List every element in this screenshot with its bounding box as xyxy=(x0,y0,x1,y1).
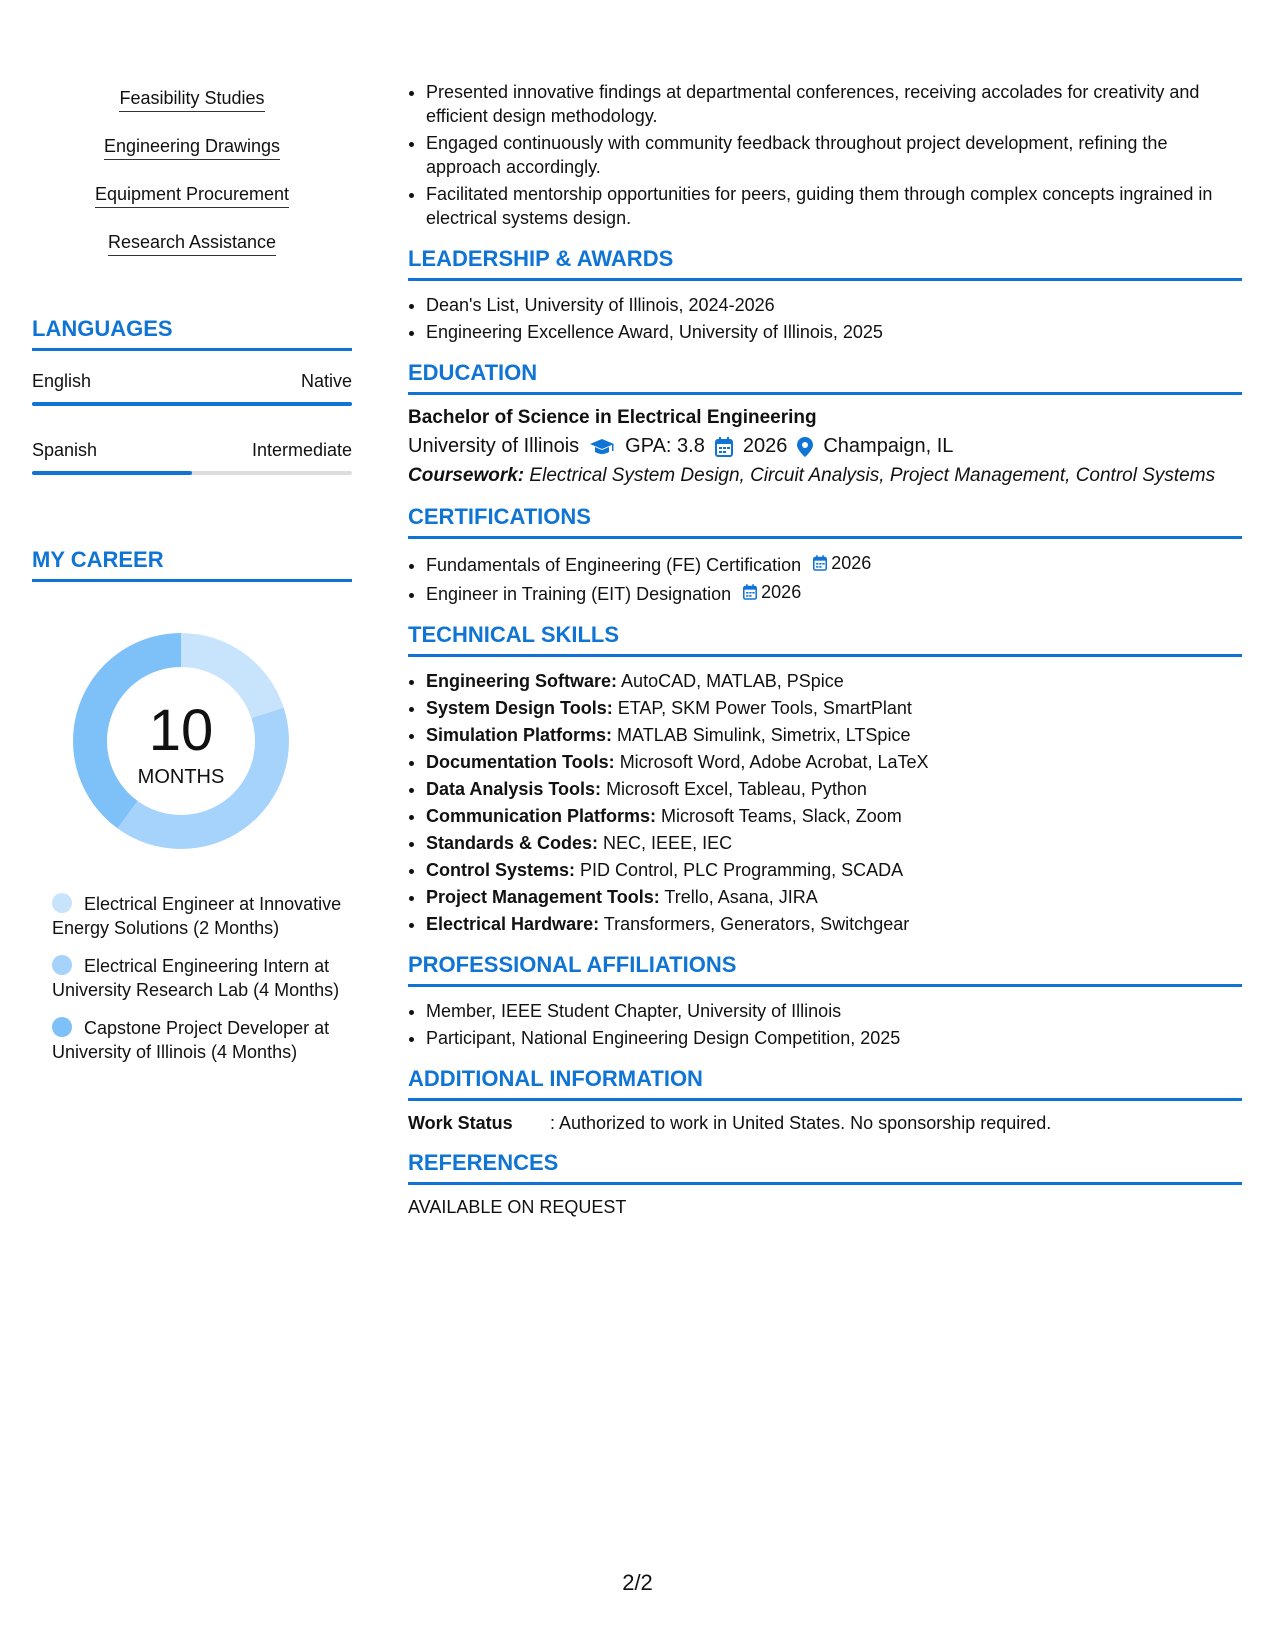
list-item: • Engineering Excellence Award, University of Illinois, 2025 xyxy=(426,320,1242,344)
list-item xyxy=(426,912,1242,936)
references-section xyxy=(408,1150,1242,1218)
skill-label: System Design Tools: xyxy=(426,698,613,718)
language-name: Spanish xyxy=(32,440,98,460)
strength-item: Feasibility Studies xyxy=(119,88,264,112)
section-title: REFERENCES xyxy=(408,1150,1242,1185)
career-title: MY CAREER xyxy=(32,547,352,582)
calendar-icon xyxy=(715,437,733,457)
section-title: EDUCATION xyxy=(408,360,1242,395)
certification-year: 2026 xyxy=(761,582,802,602)
career-item-text: Capstone Project Developer at University of Illinois (4 Months) xyxy=(52,1018,330,1062)
list-item xyxy=(426,580,1242,606)
legend-dot-icon xyxy=(52,955,72,975)
location-pin-icon xyxy=(797,437,813,457)
skill-value: Trello, Asana, JIRA xyxy=(664,887,818,907)
info-value: : Authorized to work in United States. No sponsorship required. xyxy=(550,1113,1052,1133)
affiliations-section xyxy=(408,952,1242,1050)
language-level: Intermediate xyxy=(251,440,352,460)
references-text: AVAILABLE ON REQUEST xyxy=(408,1197,627,1217)
list-item: • Engaged continuously with community feedback throughout project development, refining the approach accordingly. xyxy=(426,131,1242,179)
page-number: 2/2 xyxy=(622,1570,653,1595)
career-item-text: Electrical Engineer at Innovative Energy Solutions (2 Months) xyxy=(52,894,342,938)
list-item xyxy=(426,858,1242,882)
degree-title: Bachelor of Science in Electrical Engineering xyxy=(408,407,817,428)
languages-section xyxy=(32,316,352,475)
list-item xyxy=(426,696,1242,720)
certification-year: 2026 xyxy=(831,553,872,573)
list-item: • Dean's List, University of Illinois, 2024-2026 xyxy=(426,293,1242,317)
additional-section xyxy=(408,1066,1242,1134)
career-item xyxy=(52,892,352,940)
education-meta xyxy=(408,435,1242,458)
skill-label: Simulation Platforms: xyxy=(426,725,613,745)
career-total-value: 10 xyxy=(148,698,214,763)
info-key: Work Status xyxy=(408,1113,513,1133)
section-title: PROFESSIONAL AFFILIATIONS xyxy=(408,952,1242,987)
info-row xyxy=(408,1113,1242,1134)
strength-item: Research Assistance xyxy=(108,232,276,256)
skill-label: Data Analysis Tools: xyxy=(426,779,602,799)
language-level: Native xyxy=(300,371,352,391)
right-column xyxy=(408,80,1242,1218)
language-bar xyxy=(32,471,352,475)
certification-name: Engineer in Training (EIT) Designation xyxy=(426,584,732,604)
skill-value: Microsoft Word, Adobe Acrobat, LaTeX xyxy=(619,752,929,772)
education-section xyxy=(408,360,1242,488)
section-title: CERTIFICATIONS xyxy=(408,504,1242,539)
list-item xyxy=(426,723,1242,747)
experience-bullets xyxy=(408,80,1242,230)
left-column xyxy=(32,80,352,1078)
skill-value: AutoCAD, MATLAB, PSpice xyxy=(621,671,844,691)
skill-value: NEC, IEEE, IEC xyxy=(603,833,733,853)
legend-dot-icon xyxy=(52,893,72,913)
language-row xyxy=(32,440,352,461)
skill-label: Communication Platforms: xyxy=(426,806,657,826)
career-item xyxy=(52,954,352,1002)
graduation-year: 2026 xyxy=(742,435,788,457)
school-name: University of Illinois xyxy=(408,435,580,457)
career-donut xyxy=(66,626,296,856)
list-item: • Presented innovative findings at departmental conferences, receiving accolades for creativity and efficient design methodology. xyxy=(426,80,1242,128)
skill-value: MATLAB Simulink, Simetrix, LTSpice xyxy=(617,725,911,745)
skill-label: Standards & Codes: xyxy=(426,833,599,853)
list-item xyxy=(426,804,1242,828)
skill-value: PID Control, PLC Programming, SCADA xyxy=(580,860,904,880)
list-item xyxy=(426,831,1242,855)
certifications-section xyxy=(408,504,1242,606)
career-total-unit: MONTHS xyxy=(137,766,225,788)
certification-name: Fundamentals of Engineering (FE) Certification xyxy=(426,555,802,575)
coursework-label: Coursework: xyxy=(408,465,525,486)
skill-label: Control Systems: xyxy=(426,860,576,880)
graduation-cap-icon xyxy=(589,438,615,456)
list-item xyxy=(426,777,1242,801)
language-bar-fill xyxy=(32,471,192,475)
list-item xyxy=(426,669,1242,693)
skill-value: ETAP, SKM Power Tools, SmartPlant xyxy=(617,698,912,718)
section-title: LEADERSHIP & AWARDS xyxy=(408,246,1242,281)
skill-value: Microsoft Excel, Tableau, Python xyxy=(606,779,867,799)
list-item xyxy=(426,750,1242,774)
language-row xyxy=(32,371,352,392)
language-bar-fill xyxy=(32,402,352,406)
career-legend xyxy=(52,892,352,1064)
skill-label: Engineering Software: xyxy=(426,671,618,691)
calendar-icon xyxy=(743,584,757,600)
skills-section xyxy=(408,622,1242,936)
leadership-section xyxy=(408,246,1242,344)
language-bar xyxy=(32,402,352,406)
list-item xyxy=(426,885,1242,909)
strength-item: Equipment Procurement xyxy=(95,184,289,208)
skill-value: Microsoft Teams, Slack, Zoom xyxy=(661,806,902,826)
school-location: Champaign, IL xyxy=(823,435,954,457)
coursework xyxy=(408,464,1242,488)
list-item: • Facilitated mentorship opportunities for peers, guiding them through complex concepts ingrained in electrical systems design. xyxy=(426,182,1242,230)
skill-label: Documentation Tools: xyxy=(426,752,615,772)
skill-label: Project Management Tools: xyxy=(426,887,660,907)
coursework-list: Electrical System Design, Circuit Analysis, Project Management, Control Systems xyxy=(529,465,1216,486)
list-item xyxy=(426,551,1242,577)
career-item-text: Electrical Engineering Intern at University Research Lab (4 Months) xyxy=(52,956,340,1000)
section-title: ADDITIONAL INFORMATION xyxy=(408,1066,1242,1101)
strength-item: Engineering Drawings xyxy=(104,136,280,160)
section-title: TECHNICAL SKILLS xyxy=(408,622,1242,657)
career-section xyxy=(32,547,352,1064)
list-item: • Member, IEEE Student Chapter, University of Illinois xyxy=(426,999,1242,1023)
career-item xyxy=(52,1016,352,1064)
skill-label: Electrical Hardware: xyxy=(426,914,600,934)
gpa: GPA: 3.8 xyxy=(625,435,705,457)
skill-value: Transformers, Generators, Switchgear xyxy=(603,914,910,934)
strengths-list xyxy=(32,80,352,272)
legend-dot-icon xyxy=(52,1017,72,1037)
list-item: • Participant, National Engineering Design Competition, 2025 xyxy=(426,1026,1242,1050)
languages-title: LANGUAGES xyxy=(32,316,352,351)
language-name: English xyxy=(32,371,92,391)
calendar-icon xyxy=(813,555,827,571)
